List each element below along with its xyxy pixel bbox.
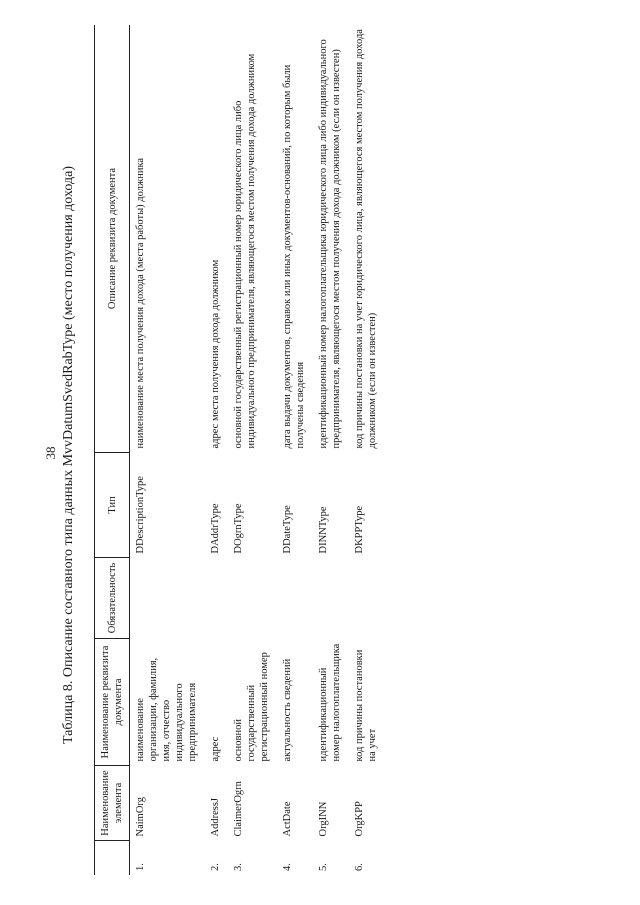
row-required (205, 558, 228, 639)
row-element: NaimOrg (135, 797, 146, 837)
row-required (313, 558, 349, 639)
row-required (277, 558, 313, 639)
table-row (130, 25, 206, 875)
row-type: DKPPType (354, 505, 365, 554)
row-description: адрес места получения дохода должником (210, 259, 221, 449)
header-attribute-name: Наименование реквизита документа (95, 639, 130, 766)
row-element: OrgKPP (354, 801, 365, 837)
table-header-row (95, 25, 130, 875)
row-type: DDateType (282, 505, 293, 554)
row-number: 1. (135, 863, 146, 871)
document-id (0, 832, 1, 860)
row-description: наименование места получения дохода (места работы) должника (135, 157, 146, 449)
row-number: 6. (354, 863, 365, 871)
row-name: наименование организации, фамилия, имя, отчество индивидуального предпринимателя (135, 657, 198, 762)
row-name: актуальность сведений (282, 658, 293, 762)
row-type: DDescriptionType (135, 476, 146, 554)
data-table (94, 25, 385, 875)
row-required (130, 558, 206, 639)
row-required (228, 558, 277, 639)
table-title: Таблица 8. Описание составного типа данных MvvDatumSvedRabType (место получения дохода) (61, 165, 76, 745)
header-number (95, 841, 130, 876)
row-description: идентификационный номер налогоплательщика юридического лица либо индивидуального предпринимателя, являющегося местом получения дохода должником (если он известен) (318, 39, 342, 449)
row-type: DINNType (318, 506, 329, 554)
row-description: дата выдачи документов, справок или иных документов-оснований, по которым были получены сведения (282, 64, 306, 449)
header-type: Тип (95, 453, 130, 558)
row-number: 2. (210, 863, 221, 871)
header-description: Описание реквизита документа (95, 25, 130, 453)
table-row (349, 25, 385, 875)
row-name: адрес (210, 736, 221, 762)
row-element: ActDate (282, 801, 293, 837)
row-element: ClaimerOgrn (233, 781, 244, 837)
row-type: DAddrType (210, 503, 221, 554)
row-number: 5. (318, 863, 329, 871)
row-name: код причины постановки на учет (354, 649, 378, 762)
row-element: AddressJ (210, 798, 221, 837)
page-number: 38 (43, 446, 58, 460)
row-required (349, 558, 385, 639)
table-row (205, 25, 228, 875)
row-description: основной государственный регистрационный номер юридического лица либо индивидуального предпринимателя, являющегося местом получения дохода должником (233, 53, 257, 449)
row-number: 3. (233, 863, 244, 871)
table-row (313, 25, 349, 875)
header-element-name: Наименование элемента (95, 766, 130, 841)
row-type: DOgrnType (233, 503, 244, 554)
row-name: основной государственный регистрационный номер (233, 652, 270, 762)
row-description: код причины постановки на учет юридического лица, являющегося местом получения дохода должником (если он известен) (354, 29, 378, 449)
rotated-page-content (60, 25, 620, 885)
row-number: 4. (282, 863, 293, 871)
row-element: OrgINN (318, 801, 329, 837)
table-row (277, 25, 313, 875)
header-required: Обязательность (95, 558, 130, 639)
table-row (228, 25, 277, 875)
row-name: идентификационный номер налогоплательщика (318, 643, 342, 762)
